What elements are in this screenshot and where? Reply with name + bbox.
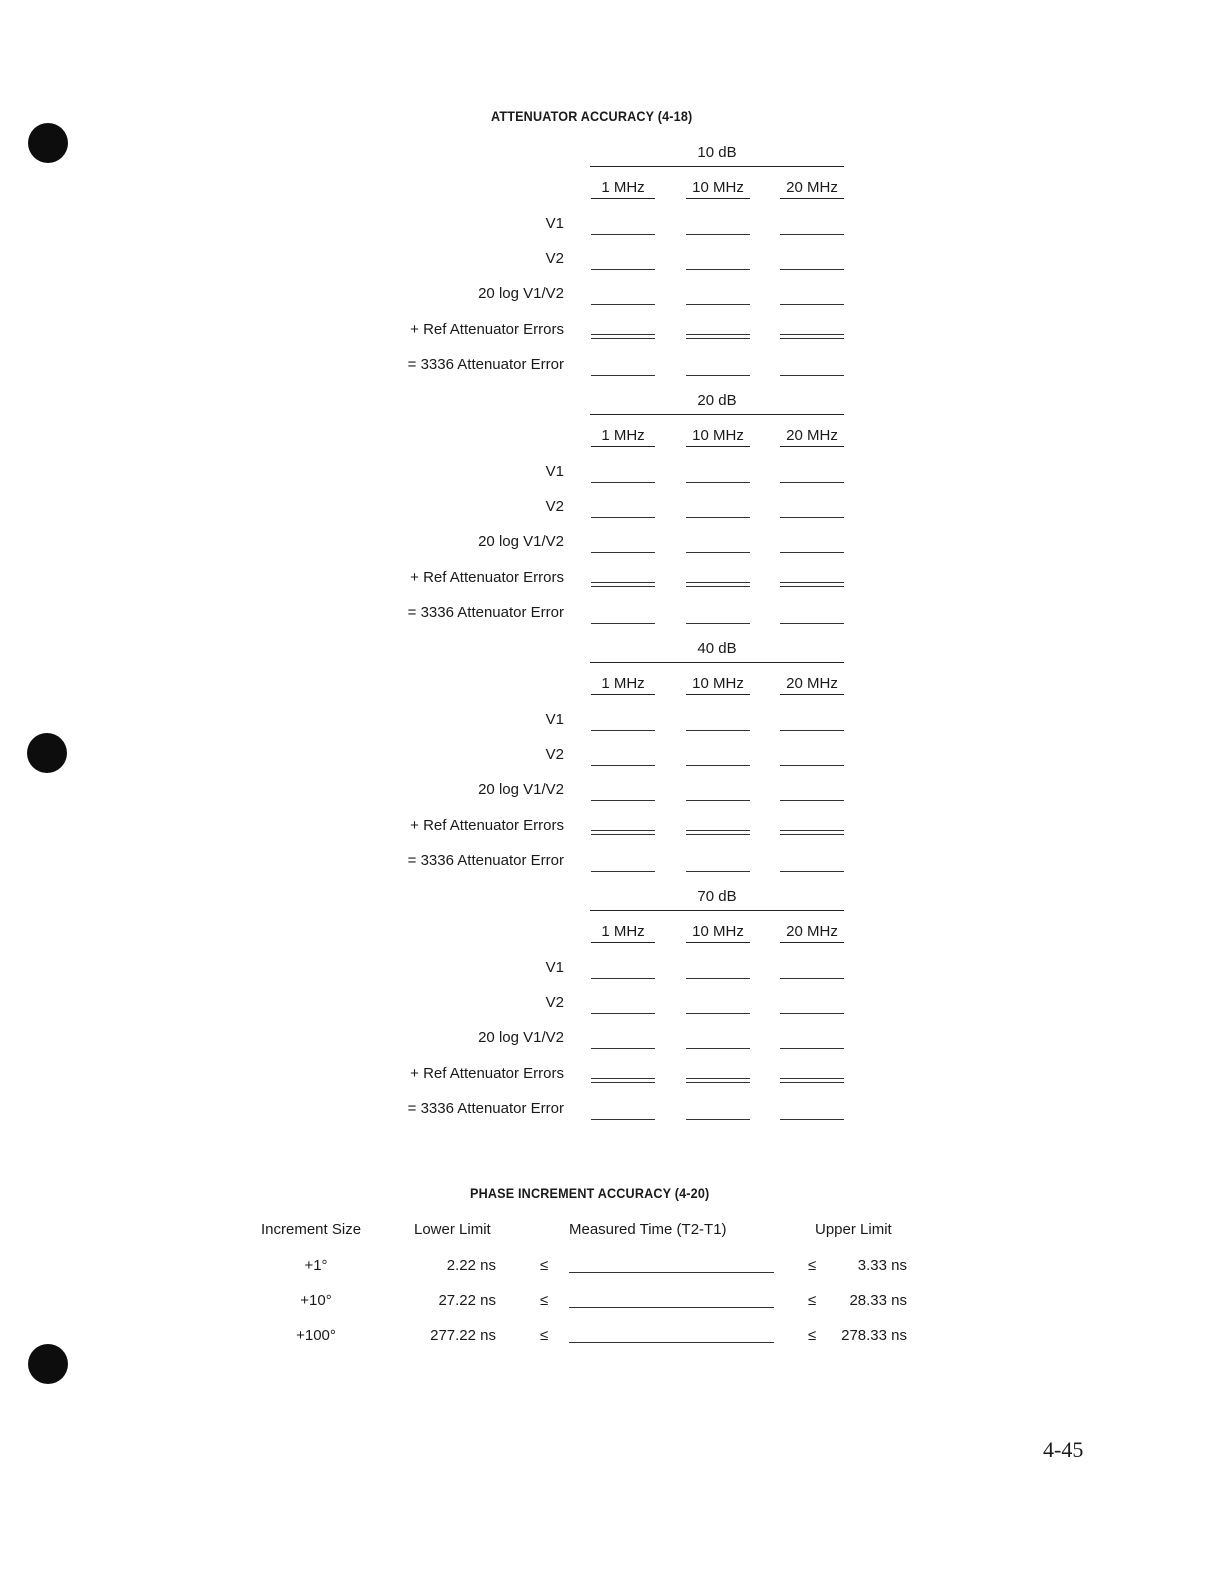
entry-blank[interactable] — [591, 304, 655, 305]
lower-limit-cell: 27.22 ns — [438, 1292, 496, 1309]
entry-blank[interactable] — [686, 623, 750, 624]
row-label: 20 log V1/V2 — [478, 285, 564, 302]
entry-blank[interactable] — [780, 482, 844, 483]
row-label: V1 — [545, 711, 564, 728]
entry-blank[interactable] — [686, 800, 750, 801]
entry-blank[interactable] — [686, 1048, 750, 1049]
entry-blank[interactable] — [780, 800, 844, 801]
entry-blank[interactable] — [780, 1013, 844, 1014]
entry-blank[interactable] — [686, 234, 750, 235]
row-label: = 3336 Attenuator Error — [407, 604, 564, 621]
increment-size-header: Increment Size — [261, 1221, 362, 1238]
increment-size-cell: +100° — [296, 1327, 336, 1344]
entry-blank[interactable] — [591, 1119, 655, 1120]
entry-blank[interactable] — [686, 269, 750, 270]
band-header: 20 dB — [590, 392, 844, 415]
frequency-column-header: 10 MHz — [686, 179, 750, 199]
attenuator-section-title: ATTENUATOR ACCURACY (4-18) — [491, 108, 693, 124]
row-label: = 3336 Attenuator Error — [407, 852, 564, 869]
entry-blank[interactable] — [780, 765, 844, 766]
entry-blank[interactable] — [591, 334, 655, 339]
entry-blank[interactable] — [591, 482, 655, 483]
band-header: 70 dB — [590, 888, 844, 911]
row-label: + Ref Attenuator Errors — [410, 569, 564, 586]
row-label: V1 — [545, 215, 564, 232]
entry-blank[interactable] — [686, 1078, 750, 1083]
entry-blank[interactable] — [686, 830, 750, 835]
entry-blank[interactable] — [686, 517, 750, 518]
row-label: V2 — [545, 746, 564, 763]
leq-symbol: ≤ — [808, 1327, 817, 1344]
entry-blank[interactable] — [780, 871, 844, 872]
row-label: V2 — [545, 498, 564, 515]
lower-limit-cell: 277.22 ns — [430, 1327, 496, 1344]
entry-blank[interactable] — [591, 830, 655, 835]
frequency-column-header: 10 MHz — [686, 923, 750, 943]
upper-limit-header: Upper Limit — [815, 1221, 892, 1238]
leq-symbol: ≤ — [808, 1257, 817, 1274]
entry-blank[interactable] — [780, 334, 844, 339]
entry-blank[interactable] — [780, 730, 844, 731]
binder-hole — [28, 1344, 68, 1384]
entry-blank[interactable] — [686, 375, 750, 376]
entry-blank[interactable] — [591, 1013, 655, 1014]
entry-blank[interactable] — [686, 304, 750, 305]
entry-blank[interactable] — [591, 552, 655, 553]
row-label: V1 — [545, 959, 564, 976]
row-label: V2 — [545, 250, 564, 267]
measured-time-blank[interactable] — [569, 1342, 774, 1343]
entry-blank[interactable] — [591, 978, 655, 979]
entry-blank[interactable] — [591, 375, 655, 376]
upper-limit-cell: 3.33 ns — [857, 1257, 907, 1274]
leq-symbol: ≤ — [540, 1257, 549, 1274]
entry-blank[interactable] — [780, 234, 844, 235]
measured-time-blank[interactable] — [569, 1272, 774, 1273]
entry-blank[interactable] — [686, 552, 750, 553]
row-label: V2 — [545, 994, 564, 1011]
upper-limit-cell: 278.33 ns — [841, 1327, 907, 1344]
lower-limit-cell: 2.22 ns — [446, 1257, 496, 1274]
entry-blank[interactable] — [686, 978, 750, 979]
entry-blank[interactable] — [780, 1119, 844, 1120]
entry-blank[interactable] — [591, 800, 655, 801]
entry-blank[interactable] — [780, 269, 844, 270]
entry-blank[interactable] — [591, 730, 655, 731]
leq-symbol: ≤ — [808, 1292, 817, 1309]
frequency-column-header: 20 MHz — [780, 923, 844, 943]
lower-limit-header: Lower Limit — [414, 1221, 491, 1238]
entry-blank[interactable] — [591, 1048, 655, 1049]
measured-time-header: Measured Time (T2-T1) — [569, 1221, 727, 1238]
entry-blank[interactable] — [780, 623, 844, 624]
binder-hole — [28, 123, 68, 163]
entry-blank[interactable] — [686, 730, 750, 731]
frequency-column-header: 20 MHz — [780, 675, 844, 695]
row-label: + Ref Attenuator Errors — [410, 817, 564, 834]
row-label: + Ref Attenuator Errors — [410, 1065, 564, 1082]
entry-blank[interactable] — [780, 1048, 844, 1049]
entry-blank[interactable] — [780, 830, 844, 835]
entry-blank[interactable] — [686, 1119, 750, 1120]
entry-blank[interactable] — [686, 334, 750, 339]
frequency-column-header: 1 MHz — [591, 675, 655, 695]
leq-symbol: ≤ — [540, 1292, 549, 1309]
increment-size-cell: +1° — [304, 1257, 328, 1274]
measured-time-blank[interactable] — [569, 1307, 774, 1308]
entry-blank[interactable] — [780, 582, 844, 587]
band-header: 40 dB — [590, 640, 844, 663]
row-label: = 3336 Attenuator Error — [407, 1100, 564, 1117]
entry-blank[interactable] — [686, 1013, 750, 1014]
phase-section-title: PHASE INCREMENT ACCURACY (4-20) — [470, 1185, 710, 1201]
frequency-column-header: 10 MHz — [686, 427, 750, 447]
frequency-column-header: 1 MHz — [591, 923, 655, 943]
entry-blank[interactable] — [591, 517, 655, 518]
row-label: 20 log V1/V2 — [478, 1029, 564, 1046]
row-label: 20 log V1/V2 — [478, 781, 564, 798]
upper-limit-cell: 28.33 ns — [849, 1292, 907, 1309]
entry-blank[interactable] — [591, 765, 655, 766]
frequency-column-header: 10 MHz — [686, 675, 750, 695]
row-label: V1 — [545, 463, 564, 480]
row-label: = 3336 Attenuator Error — [407, 356, 564, 373]
entry-blank[interactable] — [780, 375, 844, 376]
entry-blank[interactable] — [780, 304, 844, 305]
entry-blank[interactable] — [686, 482, 750, 483]
frequency-column-header: 1 MHz — [591, 427, 655, 447]
frequency-column-header: 20 MHz — [780, 179, 844, 199]
entry-blank[interactable] — [591, 582, 655, 587]
entry-blank[interactable] — [780, 517, 844, 518]
entry-blank[interactable] — [686, 871, 750, 872]
entry-blank[interactable] — [591, 234, 655, 235]
band-header: 10 dB — [590, 144, 844, 167]
entry-blank[interactable] — [591, 871, 655, 872]
page-number: 4-45 — [1043, 1437, 1084, 1462]
entry-blank[interactable] — [686, 765, 750, 766]
entry-blank[interactable] — [686, 582, 750, 587]
row-label: 20 log V1/V2 — [478, 533, 564, 550]
entry-blank[interactable] — [780, 1078, 844, 1083]
entry-blank[interactable] — [591, 1078, 655, 1083]
entry-blank[interactable] — [591, 269, 655, 270]
increment-size-cell: +10° — [300, 1292, 332, 1309]
row-label: + Ref Attenuator Errors — [410, 321, 564, 338]
frequency-column-header: 20 MHz — [780, 427, 844, 447]
leq-symbol: ≤ — [540, 1327, 549, 1344]
frequency-column-header: 1 MHz — [591, 179, 655, 199]
entry-blank[interactable] — [780, 552, 844, 553]
entry-blank[interactable] — [591, 623, 655, 624]
binder-hole — [27, 733, 67, 773]
entry-blank[interactable] — [780, 978, 844, 979]
